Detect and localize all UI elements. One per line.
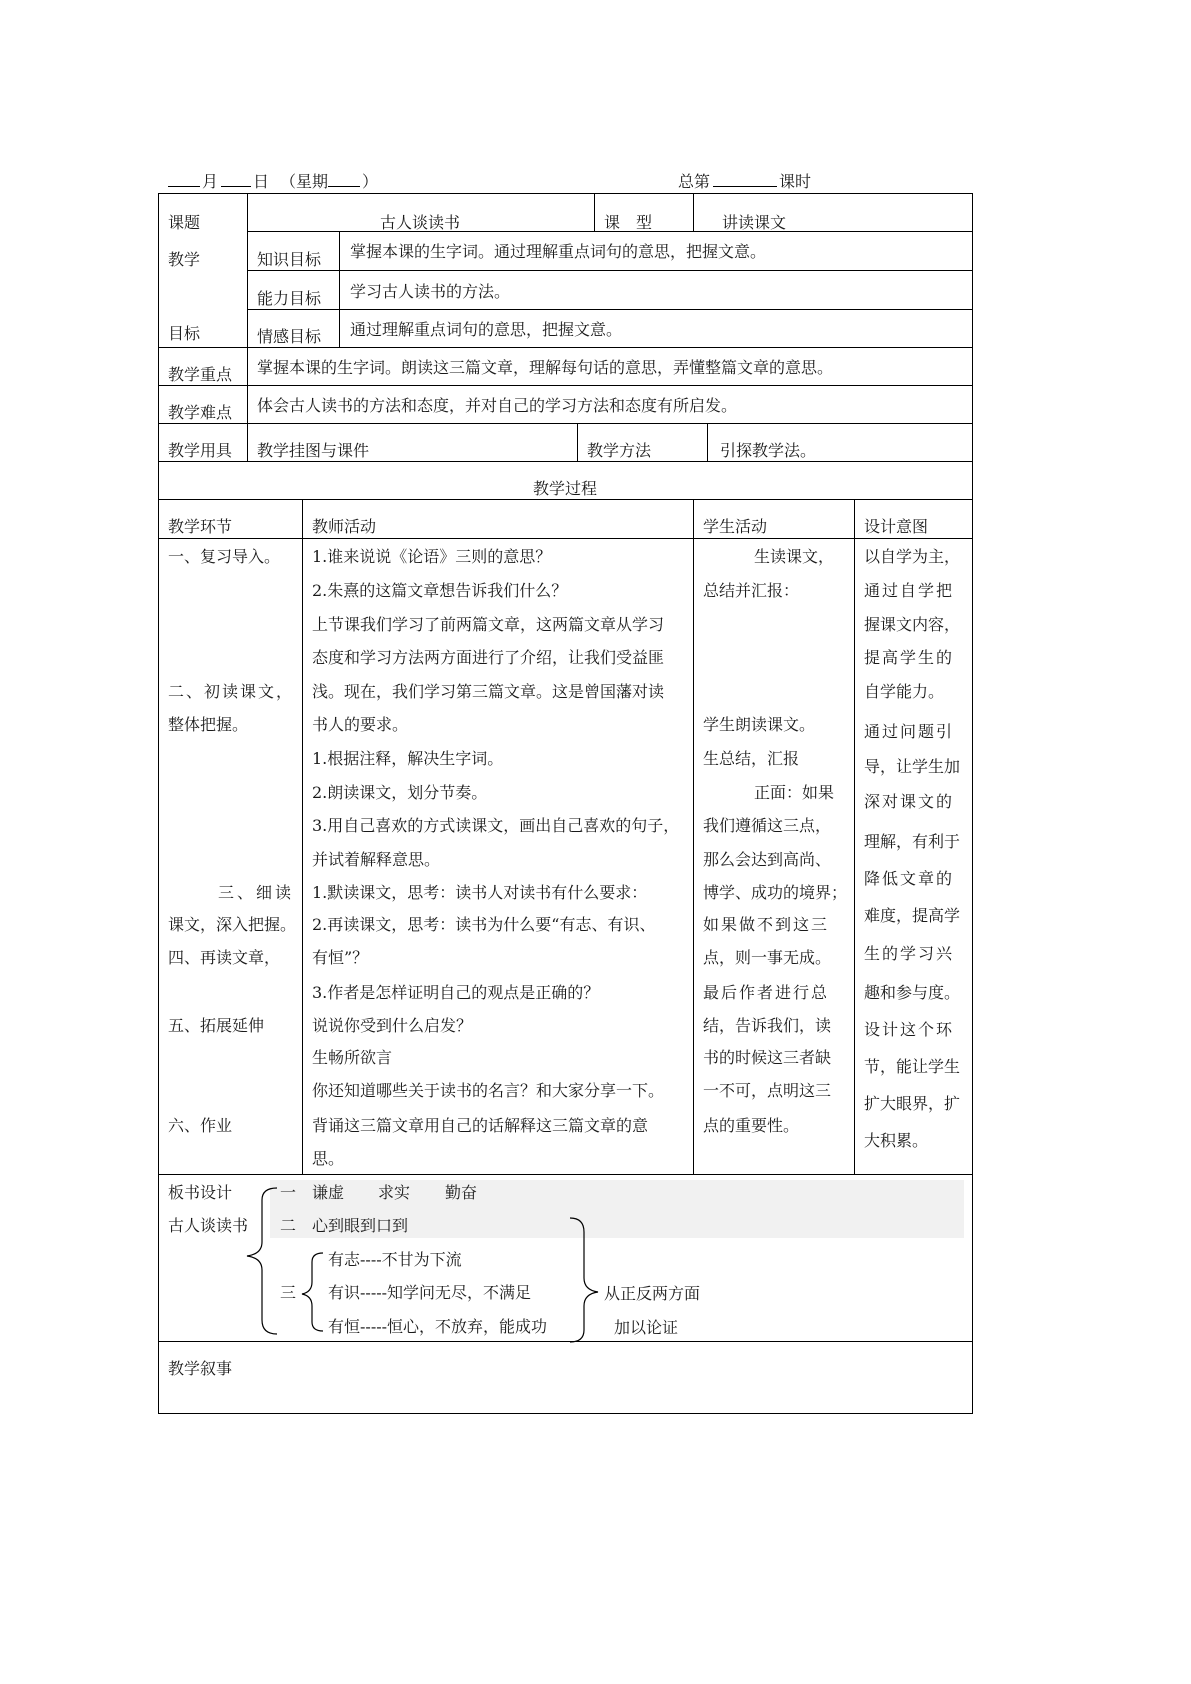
intent-line: 导，让学生加 [864, 757, 961, 776]
board-three-item: 有识-----知学问无尽，不满足 [328, 1283, 532, 1302]
intent-line: 通过问题引 [864, 722, 955, 741]
intent-line: 降低文章的 [864, 869, 955, 888]
board-lesson: 古人谈读书 [168, 1216, 249, 1235]
topic-label: 课题 [168, 213, 201, 232]
intent-line: 理解，有利于 [864, 832, 961, 851]
intent-line: 生的学习兴 [864, 944, 955, 963]
board-conclusion: 从正反两方面 [604, 1284, 701, 1303]
total-label: 总第 [678, 172, 711, 191]
student-line: 点的重要性。 [703, 1116, 800, 1135]
goals-label-top: 教学 [168, 250, 201, 269]
ability-goal-text: 学习古人读书的方法。 [350, 282, 511, 301]
teacher-line: 2.再读课文，思考：读书为什么要“有志、有识、 [312, 915, 656, 934]
left-brace-icon [247, 1188, 277, 1334]
process-title: 教学过程 [533, 479, 598, 498]
teacher-line: 浅。现在，我们学习第三篇文章。这是曾国藩对读 [312, 682, 665, 701]
teacher-line: 2.朱熹的这篇文章想告诉我们什么？ [312, 581, 568, 600]
key-point-label: 教学重点 [168, 365, 233, 384]
board-one-number: 一 [280, 1183, 297, 1202]
difficulty-text: 体会古人读书的方法和态度，并对自己的学习方法和态度有所启发。 [257, 396, 738, 415]
step-item: 四、再读文章， [168, 948, 281, 967]
student-line: 最后作者进行总 [703, 983, 830, 1002]
teacher-line: 态度和学习方法两方面进行了介绍，让我们受益匪 [312, 648, 665, 667]
emotion-goal-label: 情感目标 [257, 327, 322, 346]
tools-text: 教学挂图与课件 [257, 441, 370, 460]
teacher-line: 2.朗读课文，划分节奏。 [312, 783, 488, 802]
student-line: 那么会达到高尚、 [703, 850, 832, 869]
intent-line: 握课文内容， [864, 615, 961, 634]
small-left-brace-icon [302, 1253, 323, 1331]
intent-line: 扩大眼界，扩 [864, 1094, 961, 1113]
column-header-teacher: 教师活动 [312, 517, 377, 536]
weekday-close: ） [362, 172, 379, 191]
teacher-line: 说说你受到什么启发？ [312, 1016, 473, 1035]
board-one-item: 谦虚 [312, 1183, 345, 1202]
day-label: 日 [253, 172, 270, 191]
step-item: 一、复习导入。 [168, 547, 281, 566]
board-one-item: 勤奋 [445, 1183, 478, 1202]
lesson-type-label: 课 型 [604, 213, 653, 232]
lesson-label: 课时 [779, 172, 812, 191]
teacher-line: 1.谁来说说《论语》三则的意思？ [312, 547, 552, 566]
teacher-line: 有恒”？ [312, 948, 369, 967]
board-label: 板书设计 [168, 1183, 233, 1202]
ability-goal-label: 能力目标 [257, 289, 322, 308]
student-line: 学生朗读课文。 [703, 715, 816, 734]
method-text: 引探教学法。 [720, 441, 817, 460]
teacher-line: 3.作者是怎样证明自己的观点是正确的？ [312, 983, 600, 1002]
teacher-line: 生畅所欲言 [312, 1048, 393, 1067]
intent-line: 提高学生的 [864, 648, 955, 667]
lesson-type-value: 讲读课文 [722, 213, 787, 232]
knowledge-goal-text: 掌握本课的生字词。通过理解重点词句的意思，把握文意。 [350, 242, 767, 261]
student-line: 如果做不到这三 [703, 915, 830, 934]
step-item: 五、拓展延伸 [168, 1016, 265, 1035]
board-three-number: 三 [280, 1283, 297, 1302]
intent-line: 通过自学把 [864, 581, 955, 600]
tools-label: 教学用具 [168, 441, 233, 460]
student-line: 结，告诉我们，读 [703, 1016, 832, 1035]
teacher-line: 3.用自己喜欢的方式读课文，画出自己喜欢的句子， [312, 816, 680, 835]
student-line: 博学、成功的境界； [703, 883, 848, 902]
intent-line: 大积累。 [864, 1131, 929, 1150]
board-two-number: 二 [280, 1216, 297, 1235]
teacher-line: 思。 [312, 1149, 345, 1168]
student-line: 点，则一事无成。 [703, 948, 832, 967]
board-conclusion: 加以论证 [614, 1318, 679, 1337]
intent-line: 趣和参与度。 [864, 983, 961, 1002]
knowledge-goal-label: 知识目标 [257, 250, 322, 269]
board-two-text: 心到眼到口到 [312, 1216, 409, 1235]
student-line: 正面：如果 [754, 783, 835, 802]
teacher-line: 书人的要求。 [312, 715, 409, 734]
teacher-line: 1.根据注释，解决生字词。 [312, 749, 504, 768]
student-line: 一不可，点明这三 [703, 1081, 832, 1100]
intent-line: 节，能让学生 [864, 1057, 961, 1076]
narrative-label: 教学叙事 [168, 1359, 233, 1378]
teacher-line: 并试着解释意思。 [312, 850, 441, 869]
student-line: 我们遵循这三点， [703, 816, 832, 835]
student-line: 总结并汇报： [703, 581, 800, 600]
step-item: 三、细读 [218, 883, 295, 902]
student-line: 书的时候这三者缺 [703, 1048, 832, 1067]
goals-label-bottom: 目标 [168, 324, 201, 343]
teacher-line: 你还知道哪些关于读书的名言？和大家分享一下。 [312, 1081, 665, 1100]
teacher-line: 背诵这三篇文章用自己的话解释这三篇文章的意 [312, 1116, 649, 1135]
difficulty-label: 教学难点 [168, 403, 233, 422]
column-header-step: 教学环节 [168, 517, 233, 536]
intent-line: 自学能力。 [864, 682, 945, 701]
student-line: 生总结，汇报 [703, 749, 800, 768]
board-three-item: 有志----不甘为下流 [328, 1250, 462, 1269]
step-item: 二、初读课文， [168, 682, 295, 701]
step-item: 课文，深入把握。 [168, 915, 297, 934]
intent-line: 设计这个环 [864, 1020, 955, 1039]
intent-line: 以自学为主， [864, 547, 961, 566]
method-label: 教学方法 [587, 441, 652, 460]
month-label: 月 [202, 172, 219, 191]
step-item: 整体把握。 [168, 715, 249, 734]
step-item: 六、作业 [168, 1116, 233, 1135]
student-line: 生读课文， [754, 547, 835, 566]
intent-line: 难度，提高学 [864, 906, 961, 925]
column-header-intent: 设计意图 [864, 517, 929, 536]
intent-line: 深对课文的 [864, 792, 955, 811]
right-brace-icon [570, 1218, 598, 1342]
board-three-item: 有恒-----恒心，不放弃，能成功 [328, 1317, 548, 1336]
board-one-item: 求实 [378, 1183, 411, 1202]
teacher-line: 上节课我们学习了前两篇文章，这两篇文章从学习 [312, 615, 665, 634]
lesson-title: 古人谈读书 [380, 213, 461, 232]
weekday-label: （星期 [280, 172, 329, 191]
emotion-goal-text: 通过理解重点词句的意思，把握文意。 [350, 320, 623, 339]
key-point-text: 掌握本课的生字词。朗读这三篇文章，理解每句话的意思，弄懂整篇文章的意思。 [257, 358, 834, 377]
column-header-student: 学生活动 [703, 517, 768, 536]
teacher-line: 1.默读课文，思考：读书人对读书有什么要求： [312, 883, 648, 902]
